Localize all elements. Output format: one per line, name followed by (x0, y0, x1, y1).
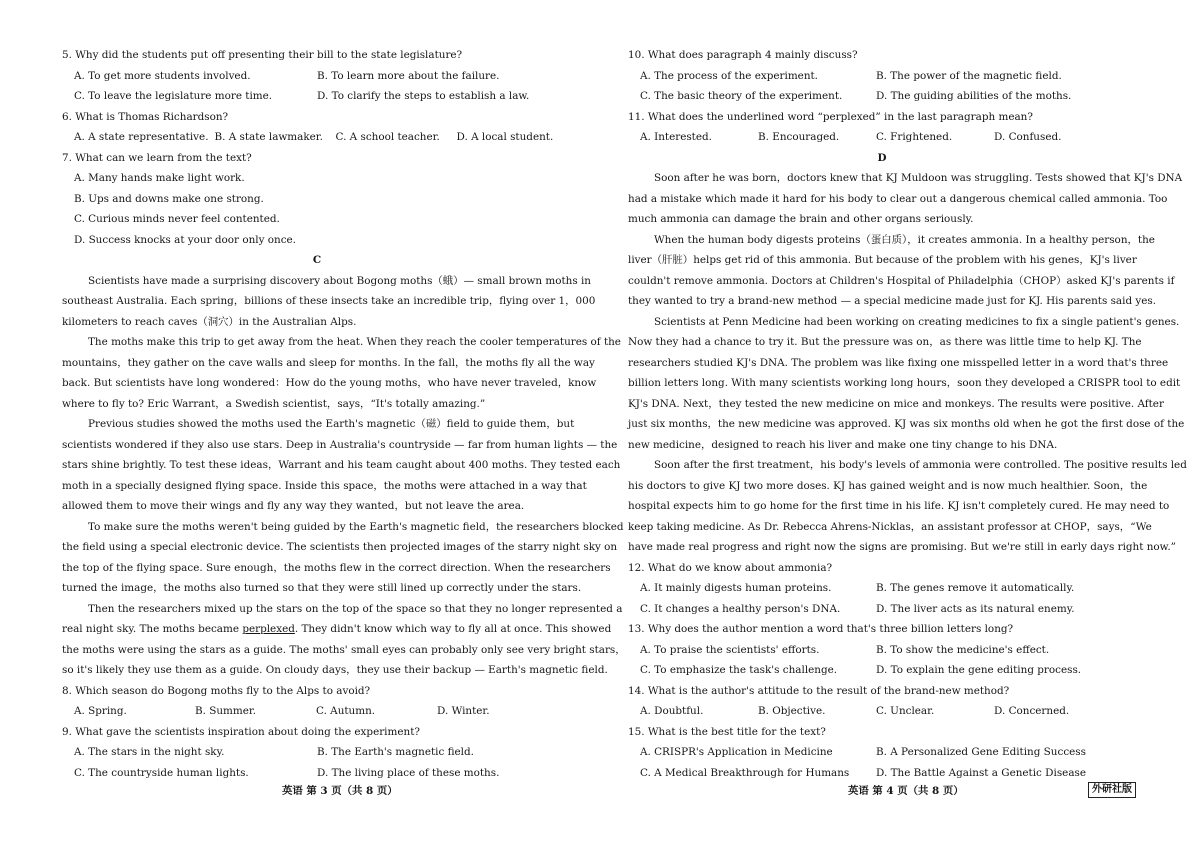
publisher-label: 外研社版 (1088, 782, 1136, 798)
question-8-option-b: B. Summer. (195, 705, 257, 717)
right-page-footer: 英语 第 4 页（共 8 页） (848, 785, 964, 797)
question-7-option-a: A. Many hands make light work. (74, 172, 245, 184)
passage-c-line: so it's likely they use them as a guide. On cloudy days，they use their backup — Earth's magnetic field. (62, 664, 608, 676)
question-13-options-row-2 (628, 660, 1136, 681)
question-10-options-row-2 (628, 86, 1136, 107)
passage-d-line: When the human body digests proteins（蛋白质），it creates ammonia. In a healthy person，the (654, 233, 1155, 246)
question-5-options-row-2 (62, 86, 572, 107)
question-13-option-d: D. To explain the gene editing process. (876, 664, 1082, 676)
question-13-stem: 13. Why does the author mention a word that's three billion letters long? (628, 623, 1014, 635)
question-5-option-a: A. To get more students involved. (74, 69, 251, 82)
passage-d-line: liver（肝脏）helps get rid of this ammonia. But because of the problem with his genes，KJ's liver (628, 254, 1137, 266)
passage-d-line: his doctors to give KJ two more doses. KJ has gained weight and is now much healthier. Soon，the (628, 479, 1148, 492)
question-7-stem: 7. What can we learn from the text? (62, 151, 252, 164)
passage-c-line: the field using a special electronic device. The scientists then projected images of the starry night sky on (62, 541, 618, 553)
passage-c-line-with-underline (62, 619, 612, 640)
question-10-option-d: D. The guiding abilities of the moths. (876, 90, 1072, 102)
passage-c-text: real night sky. The moths became (62, 623, 243, 635)
passage-d-line: Scientists at Penn Medicine had been working on creating medicines to fix a single patient's genes. (654, 315, 1180, 328)
question-9-option-d: D. The living place of these moths. (317, 766, 500, 779)
question-12-option-d: D. The liver acts as its natural enemy. (876, 602, 1075, 615)
question-13-options-row-1 (628, 640, 1136, 661)
question-6-stem: 6. What is Thomas Richardson? (62, 110, 229, 123)
passage-d-line: hospital expects him to go home for the first time in his life. KJ isn't completely cured. He may need to (628, 500, 1170, 512)
question-7-option-d: D. Success knocks at your door only once. (74, 233, 296, 246)
question-11-stem: 11. What does the underlined word “perplexed” in the last paragraph mean? (628, 110, 1033, 123)
passage-d-line: couldn't remove ammonia. Doctors at Children's Hospital of Philadelphia（CHOP）asked KJ's parents if (628, 274, 1175, 287)
question-15-stem: 15. What is the best title for the text? (628, 725, 826, 738)
passage-c-line: kilometers to reach caves（洞穴）in the Australian Alps. (62, 315, 357, 328)
question-5-option-b: B. To learn more about the failure. (317, 69, 500, 82)
passage-c-line: the top of the flying space. Sure enough，the moths flew in the correct direction. When the researchers (62, 561, 611, 574)
question-9-options-row-1 (62, 742, 572, 763)
passage-c-line: the moths were using the stars as a guide. The moths' small eyes can probably only see very bright stars， (62, 643, 626, 656)
question-10-options-row-1 (628, 66, 1136, 87)
passage-d-line: billion letters long. With many scientists working long hours，soon they developed a CRISPR tool to edit (628, 377, 1181, 389)
question-14-option-a: A. Doubtful. (640, 705, 704, 717)
question-12-options-row-2 (628, 599, 1136, 620)
question-14-stem: 14. What is the author's attitude to the result of the brand-new method? (628, 684, 1010, 697)
passage-d-line: Now they had a chance to try it. But the pressure was on，as there was little time to help KJ. The (628, 336, 1142, 348)
question-15-option-c: C. A Medical Breakthrough for Humans (640, 766, 850, 779)
passage-c-line: back. But scientists have long wondered：How do the young moths，who have never traveled，know (62, 377, 597, 389)
question-8-option-a: A. Spring. (74, 705, 127, 717)
passage-c-line: stars shine brightly. To test these ideas，Warrant and his team caught about 400 moths. They tested each (62, 459, 621, 471)
question-7-option-b: B. Ups and downs make one strong. (74, 192, 264, 205)
left-page-column (62, 45, 626, 783)
question-6-option-b: B. A state lawmaker. (214, 131, 323, 143)
question-10-stem: 10. What does paragraph 4 mainly discuss? (628, 49, 858, 61)
question-9-stem: 9. What gave the scientists inspiration about doing the experiment? (62, 725, 420, 738)
question-15-options-row-1 (628, 742, 1136, 763)
passage-c-line: allowed them to move their wings and fly any way they wanted，but not leave the area. (62, 500, 525, 512)
question-5-option-c: C. To leave the legislature more time. (74, 90, 273, 102)
question-6-options-row (62, 127, 572, 148)
question-11-option-a: A. Interested. (640, 131, 712, 143)
section-c-heading: C (312, 254, 322, 266)
question-9-option-c: C. The countryside human lights. (74, 766, 249, 779)
passage-d-line: keep taking medicine. As Dr. Rebecca Ahrens-Nicklas，an assistant professor at CHOP，says，“We (628, 520, 1152, 533)
question-11-option-d: D. Confused. (994, 131, 1062, 143)
question-8-option-c: C. Autumn. (316, 705, 376, 717)
question-10-option-b: B. The power of the magnetic field. (876, 69, 1062, 82)
question-10-option-c: C. The basic theory of the experiment. (640, 90, 843, 102)
question-15-option-a: A. CRISPR's Application in Medicine (640, 746, 833, 758)
question-15-option-d: D. The Battle Against a Genetic Disease (876, 766, 1086, 779)
question-14-option-d: D. Concerned. (994, 705, 1070, 717)
question-5-option-d: D. To clarify the steps to establish a law. (317, 90, 530, 102)
question-7-option-c: C. Curious minds never feel contented. (74, 213, 280, 225)
question-13-option-c: C. To emphasize the task's challenge. (640, 664, 838, 676)
question-12-option-a: A. It mainly digests human proteins. (640, 582, 832, 594)
underlined-word-perplexed: perplexed (242, 623, 295, 635)
question-9-options-row-2 (62, 763, 572, 784)
passage-c-line: where to fly to? Eric Warrant，a Swedish scientist，says，“It's totally amazing.” (62, 397, 486, 410)
question-12-option-b: B. The genes remove it automatically. (876, 582, 1075, 594)
question-8-options-row (62, 701, 572, 722)
passage-c-line: scientists wondered if they also use stars. Deep in Australia's countryside — far from human lights — the (62, 438, 618, 451)
question-9-option-b: B. The Earth's magnetic field. (317, 746, 474, 758)
question-5-options-row-1 (62, 66, 572, 87)
passage-d-line: Soon after the first treatment，his body's levels of ammonia were controlled. The positive results led (654, 459, 1187, 471)
question-14-option-b: B. Objective. (758, 705, 826, 717)
question-15-option-b: B. A Personalized Gene Editing Success (876, 746, 1086, 758)
passage-c-line: Then the researchers mixed up the stars on the top of the space so that they no longer represented a (88, 602, 623, 615)
question-15-options-row-2 (628, 763, 1136, 784)
right-page-column (628, 45, 1187, 783)
question-10-option-a: A. The process of the experiment. (640, 69, 818, 82)
passage-d-line: Soon after he was born，doctors knew that KJ Muldoon was struggling. Tests showed that KJ's DNA (654, 172, 1183, 184)
passage-c-line: Previous studies showed the moths used the Earth's magnetic（磁）field to guide them，but (88, 418, 575, 430)
question-12-stem: 12. What do we know about ammonia? (628, 561, 833, 574)
passage-d-line: KJ's DNA. Next，they tested the new medicine on mice and monkeys. The results were positive. After (628, 397, 1164, 410)
passage-d-line: new medicine，designed to reach his liver and make one tiny change to his DNA. (628, 438, 1058, 451)
passage-d-line: had a mistake which made it hard for his body to clear out a dangerous chemical called ammonia. Too (628, 192, 1168, 205)
question-13-option-a: A. To praise the scientists' efforts. (640, 643, 820, 656)
passage-d-line: just six months，the new medicine was approved. KJ was six months old when he got the first dose of the (628, 418, 1185, 430)
question-14-options-row (628, 701, 1136, 722)
question-13-option-b: B. To show the medicine's effect. (876, 643, 1050, 656)
question-12-option-c: C. It changes a healthy person's DNA. (640, 602, 841, 615)
question-9-option-a: A. The stars in the night sky. (74, 746, 225, 758)
question-14-option-c: C. Unclear. (876, 705, 935, 717)
passage-d-line: much ammonia can damage the brain and other organs seriously. (628, 213, 974, 225)
passage-c-line: turned the image，the moths also turned so that they were still lined up correctly under the stars. (62, 582, 582, 594)
passage-c-text: . They didn't know which way to fly all at once. This showed (294, 623, 612, 635)
passage-c-line: southeast Australia. Each spring，billions of these insects take an incredible trip，flying over 1，000 (62, 295, 596, 307)
passage-c-line: Scientists have made a surprising discovery about Bogong moths（蛾）— small brown moths in (88, 274, 591, 287)
passage-c-line: The moths make this trip to get away from the heat. When they reach the cooler temperatures of the (88, 336, 621, 348)
passage-d-line: researchers studied KJ's DNA. The problem was like fixing one misspelled letter in a word that's three (628, 356, 1169, 369)
passage-d-line: they wanted to try a brand-new method — a special medicine made just for KJ. His parents said yes. (628, 295, 1157, 307)
passage-c-line: moth in a specially designed flying space. Inside this space，the moths were attached in a way that (62, 479, 587, 492)
section-d-heading: D (877, 151, 887, 164)
left-page-footer: 英语 第 3 页（共 8 页） (282, 785, 398, 797)
question-11-option-b: B. Encouraged. (758, 131, 840, 143)
question-12-options-row-1 (628, 578, 1136, 599)
question-8-stem: 8. Which season do Bogong moths fly to the Alps to avoid? (62, 684, 371, 697)
question-11-options-row (628, 127, 1136, 148)
question-11-option-c: C. Frightened. (876, 131, 953, 143)
question-8-option-d: D. Winter. (437, 705, 490, 717)
passage-c-line: mountains，they gather on the cave walls and sleep for months. In the fall，the moths fly all the way (62, 356, 595, 369)
question-6-option-c: C. A school teacher. (335, 131, 440, 143)
passage-d-line: have made real progress and right now the signs are promising. But we're still in early days right now.” (628, 541, 1176, 553)
question-6-option-d: D. A local student. (456, 131, 554, 143)
question-5-stem: 5. Why did the students put off presenting their bill to the state legislature? (62, 49, 463, 61)
question-6-option-a: A. A state representative. (74, 131, 209, 143)
passage-c-line: To make sure the moths weren't being guided by the Earth's magnetic field，the researchers blocked (88, 520, 624, 533)
